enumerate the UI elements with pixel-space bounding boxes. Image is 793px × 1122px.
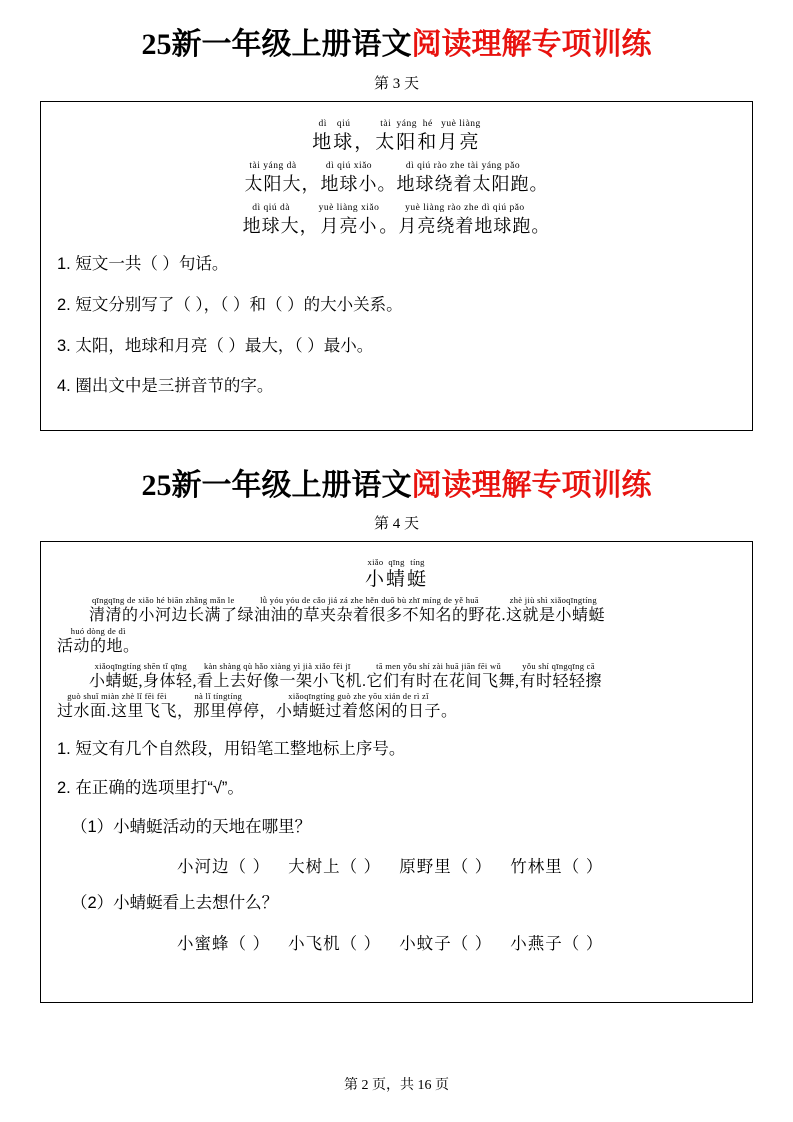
- hanzi: .这就是小蜻蜓: [501, 606, 606, 624]
- hanzi: 绿油油的草夹杂着很多不知名的野花: [237, 606, 502, 624]
- hanzi: 亮: [459, 131, 481, 153]
- hanzi: ，: [354, 131, 376, 153]
- hanzi: 小: [364, 569, 386, 590]
- pinyin: tíng: [410, 557, 425, 567]
- question-item: 3. 太阳，地球和月亮（ ）最大，（ ）最小。: [57, 336, 374, 355]
- section-spacer: [40, 431, 753, 467]
- exercise-box-day4: [40, 541, 753, 1003]
- pinyin: tài yáng dà: [249, 161, 297, 172]
- pinyin: yuè liàng xiǎo: [318, 203, 380, 214]
- question-item: 4. 圈出文中是三拼音节的字。: [57, 377, 274, 396]
- option-choice[interactable]: 小河边（ ）: [177, 858, 271, 877]
- hanzi: 蜻: [385, 569, 407, 590]
- passage-line-1: [57, 162, 736, 194]
- pinyin: qīngqīng de xiǎo hé biān zhǎng mǎn le: [91, 594, 235, 605]
- pinyin: [354, 120, 375, 133]
- option-choice[interactable]: 原野里（ ）: [399, 858, 493, 877]
- pinyin: qīng: [388, 557, 405, 567]
- hanzi: 球: [333, 131, 355, 153]
- hanzi: ,有时轻轻擦: [515, 672, 603, 690]
- option-choice[interactable]: 大树上（ ）: [288, 858, 382, 877]
- pinyin: guò shuǐ miàn zhè lǐ fēi fēi: [67, 691, 167, 702]
- passage-title-day3: [57, 120, 736, 153]
- pinyin: kàn shàng qù hǎo xiàng yì jià xiǎo fēi jī: [203, 660, 351, 671]
- option-choice[interactable]: 竹林里（ ）: [510, 858, 604, 877]
- pinyin: zhè jiù shì xiǎoqīngtíng: [509, 594, 597, 605]
- hanzi: 过水面.这里飞飞: [57, 703, 178, 721]
- question-item: 1. 短文一共（ ）句话。: [57, 255, 229, 274]
- page-title-red-part: 阅读理解专项训练: [411, 28, 652, 61]
- hanzi: ，小蜻蜓过着悠闲的日子。: [259, 703, 458, 721]
- day-label-day4: 第 4 天: [373, 516, 419, 532]
- pinyin: dì: [318, 118, 327, 129]
- pinyin: yǒu shí qīngqīng cā: [522, 660, 595, 671]
- pinyin: dì qiú rào zhe tài yáng pǎo: [405, 161, 521, 172]
- hanzi: 地: [312, 131, 334, 153]
- pinyin: qiú: [336, 118, 351, 129]
- hanzi: 清清的小河边长满了: [89, 606, 238, 624]
- passage-paragraph-1: [57, 596, 736, 625]
- pinyin: yáng: [396, 118, 417, 129]
- page-title-black-part: 25新一年级上册语文: [141, 468, 412, 502]
- hanzi: 小蜻蜓,身体轻: [89, 672, 193, 690]
- hanzi: ,看上去好像一架小飞机: [192, 672, 363, 690]
- option-choice[interactable]: 小蜜蜂（ ）: [177, 935, 271, 954]
- passage-title-day4: [57, 558, 736, 590]
- answer-options-2: [57, 930, 736, 954]
- option-choice[interactable]: 小燕子（ ）: [510, 935, 604, 954]
- hanzi: 活动的地。: [57, 637, 140, 655]
- hanzi: 阳: [396, 131, 418, 153]
- hanzi: ，: [299, 216, 319, 237]
- pinyin: xiǎoqīngtíng shēn tǐ qīng: [94, 660, 187, 671]
- exercise-box-day3: [40, 101, 753, 431]
- hanzi: 太阳大: [244, 174, 302, 195]
- hanzi: 地球绕着太阳跑: [396, 174, 530, 195]
- questions-day4: [57, 737, 736, 954]
- passage-paragraph-2-cont: [57, 692, 736, 721]
- hanzi: 月亮小: [320, 216, 378, 237]
- questions-day3: [57, 252, 736, 399]
- hanzi: 太: [375, 131, 397, 153]
- pinyin: tā men yǒu shí zài huā jiān fēi wǔ: [376, 660, 501, 671]
- section-day3: [40, 26, 753, 431]
- pinyin: liàng: [459, 118, 481, 129]
- hanzi: 地球大: [242, 216, 300, 237]
- question-sub-item: （2）小蜻蜓看上去想什么？: [71, 894, 279, 913]
- hanzi: 和: [417, 131, 439, 153]
- page-title-red-part: 阅读理解专项训练: [411, 468, 652, 502]
- pinyin: tài: [380, 118, 392, 129]
- page-title-black-part: 25新一年级上册语文: [141, 28, 412, 61]
- pinyin: xiǎoqīngtíng guò zhe yōu xián de rì zǐ: [288, 691, 429, 702]
- hanzi: .它们有时在花间飞舞: [362, 672, 516, 690]
- hanzi: 月亮绕着地球跑: [398, 216, 532, 237]
- answer-options-1: [57, 853, 736, 877]
- pinyin: yuè liàng rào zhe dì qiú pǎo: [405, 203, 525, 214]
- page-title-day4: [40, 467, 753, 505]
- question-item: 1. 短文有几个自然段，用铅笔工整地标上序号。: [57, 740, 406, 759]
- question-item: 2. 在正确的选项里打“√”。: [57, 778, 244, 797]
- option-choice[interactable]: 小飞机（ ）: [288, 935, 382, 954]
- section-day4: [40, 467, 753, 1004]
- passage-paragraph-2: [57, 662, 736, 691]
- pinyin: lǜ yóu yóu de cǎo jiá zá zhe hěn duō bù zhī míng de yě huā: [260, 594, 479, 605]
- question-item: 2. 短文分别写了（ ），（ ）和（ ）的大小关系。: [57, 295, 403, 314]
- question-sub-item: （1）小蜻蜓活动的天地在哪里？: [71, 817, 312, 836]
- hanzi: ，: [301, 174, 321, 195]
- pinyin: nà lǐ tíngtíng: [194, 691, 243, 702]
- pinyin: hé: [422, 118, 433, 129]
- option-choice[interactable]: 小蚊子（ ）: [399, 935, 493, 954]
- pinyin: dì qiú dà: [252, 203, 290, 214]
- pinyin: xiǎo: [367, 557, 384, 567]
- hanzi: 。: [379, 216, 399, 237]
- pinyin: huó dòng de dì: [70, 625, 126, 636]
- hanzi: 月: [438, 131, 460, 153]
- day-label-day3: 第 3 天: [373, 75, 419, 92]
- passage-paragraph-1-cont: [57, 627, 736, 656]
- passage-line-2: [57, 204, 736, 236]
- hanzi: ，那里停停: [177, 703, 260, 721]
- hanzi: 。: [529, 174, 549, 195]
- pinyin: dì qiú xiǎo: [325, 161, 373, 172]
- page-title-day3: [40, 26, 753, 64]
- pinyin: yuè: [441, 118, 457, 129]
- page-footer: 第 2 页，共 16 页: [344, 1078, 449, 1093]
- hanzi: 。: [377, 174, 397, 195]
- hanzi: 。: [531, 216, 551, 237]
- hanzi: 地球小: [320, 174, 378, 195]
- hanzi: 蜓: [407, 569, 429, 590]
